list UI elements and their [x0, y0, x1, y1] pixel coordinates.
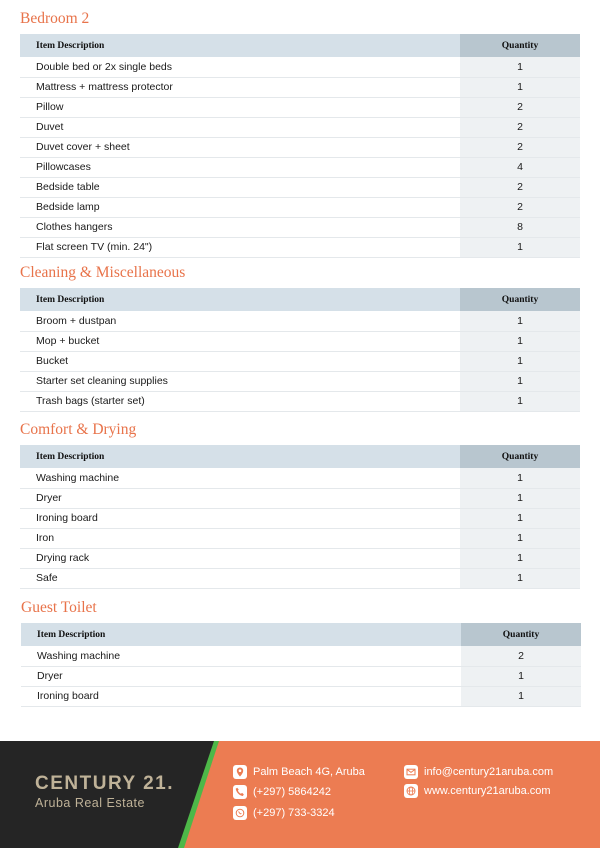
email-icon: [404, 765, 418, 779]
quantity-cell: 2: [460, 197, 580, 217]
quantity-header: Quantity: [460, 34, 580, 57]
table-row: [20, 528, 580, 548]
item-cell: Pillowcases: [20, 157, 460, 177]
table-row: [20, 237, 580, 257]
quantity-cell: 1: [460, 371, 580, 391]
quantity-cell: 2: [460, 117, 580, 137]
quantity-cell: 1: [460, 508, 580, 528]
address-contact: [233, 765, 365, 779]
brand-name: CENTURY 21.: [35, 773, 174, 794]
item-cell: Washing machine: [21, 646, 461, 666]
address-text: Palm Beach 4G, Aruba: [253, 766, 365, 778]
table-row: [20, 217, 580, 237]
table-row: [20, 197, 580, 217]
table-row: [20, 508, 580, 528]
phone-icon: [233, 785, 247, 799]
email-text[interactable]: info@century21aruba.com: [424, 766, 554, 778]
quantity-header: Quantity: [460, 445, 580, 468]
section-title: Guest Toilet: [21, 599, 97, 616]
quantity-cell: 1: [460, 237, 580, 257]
item-cell: Bedside lamp: [20, 197, 460, 217]
quantity-cell: 2: [460, 137, 580, 157]
quantity-cell: 1: [460, 548, 580, 568]
item-description-header: Item Description: [20, 288, 460, 311]
quantity-cell: 2: [461, 646, 581, 666]
quantity-cell: 4: [460, 157, 580, 177]
quantity-cell: 1: [461, 666, 581, 686]
table-row: [20, 57, 580, 77]
table-row: [20, 351, 580, 371]
item-cell: Starter set cleaning supplies: [20, 371, 460, 391]
item-cell: Dryer: [21, 666, 461, 686]
item-cell: Washing machine: [20, 468, 460, 488]
item-cell: Double bed or 2x single beds: [20, 57, 460, 77]
phone-contact[interactable]: [233, 785, 331, 799]
location-pin-icon: [233, 765, 247, 779]
item-cell: Safe: [20, 568, 460, 588]
item-cell: Bucket: [20, 351, 460, 371]
inventory-table: [20, 445, 580, 589]
quantity-cell: 1: [460, 311, 580, 331]
section-title: Comfort & Drying: [20, 421, 137, 438]
table-row: [20, 97, 580, 117]
item-cell: Ironing board: [20, 508, 460, 528]
quantity-cell: 1: [460, 351, 580, 371]
website-text[interactable]: www.century21aruba.com: [424, 785, 551, 797]
table-row: [20, 548, 580, 568]
email-contact[interactable]: [404, 765, 553, 779]
quantity-cell: 2: [460, 97, 580, 117]
section-title: Cleaning & Miscellaneous: [20, 264, 186, 281]
brand-subtitle: Aruba Real Estate: [35, 796, 145, 810]
quantity-cell: 1: [460, 391, 580, 411]
whatsapp-icon: [233, 806, 247, 820]
item-cell: Mattress + mattress protector: [20, 77, 460, 97]
whatsapp-contact[interactable]: [233, 806, 335, 820]
table-row: [20, 157, 580, 177]
section-cleaning-miscellaneous: [20, 262, 580, 412]
section-comfort-drying: [20, 419, 580, 589]
item-cell: Dryer: [20, 488, 460, 508]
item-cell: Mop + bucket: [20, 331, 460, 351]
table-row: [20, 568, 580, 588]
table-row: [20, 391, 580, 411]
item-cell: Pillow: [20, 97, 460, 117]
table-row: [20, 488, 580, 508]
inventory-table: [20, 288, 580, 412]
century21-logo: [35, 773, 174, 810]
section-guest-toilet: [21, 597, 581, 707]
phone-text[interactable]: (+297) 5864242: [253, 786, 331, 798]
item-cell: Broom + dustpan: [20, 311, 460, 331]
quantity-cell: 1: [461, 686, 581, 706]
table-header-row: [20, 288, 580, 311]
quantity-header: Quantity: [460, 288, 580, 311]
quantity-cell: 1: [460, 331, 580, 351]
section-bedroom-2: [20, 8, 580, 258]
table-row: [21, 686, 581, 706]
table-header-row: [20, 34, 580, 57]
item-cell: Ironing board: [21, 686, 461, 706]
table-row: [20, 177, 580, 197]
item-description-header: Item Description: [20, 34, 460, 57]
table-row: [20, 331, 580, 351]
quantity-cell: 8: [460, 217, 580, 237]
item-cell: Trash bags (starter set): [20, 391, 460, 411]
item-cell: Bedside table: [20, 177, 460, 197]
quantity-cell: 1: [460, 57, 580, 77]
table-row: [20, 117, 580, 137]
inventory-table: [21, 623, 581, 707]
inventory-table: [20, 34, 580, 258]
globe-icon: [404, 784, 418, 798]
item-cell: Drying rack: [20, 548, 460, 568]
website-contact[interactable]: [404, 784, 551, 798]
quantity-cell: 2: [460, 177, 580, 197]
quantity-cell: 1: [460, 77, 580, 97]
quantity-cell: 1: [460, 568, 580, 588]
item-cell: Flat screen TV (min. 24"): [20, 237, 460, 257]
item-description-header: Item Description: [20, 445, 460, 468]
whatsapp-text[interactable]: (+297) 733-3324: [253, 807, 335, 819]
table-row: [20, 77, 580, 97]
quantity-cell: 1: [460, 528, 580, 548]
item-cell: Duvet: [20, 117, 460, 137]
table-row: [20, 371, 580, 391]
table-row: [20, 137, 580, 157]
quantity-header: Quantity: [461, 623, 581, 646]
table-row: [21, 666, 581, 686]
item-description-header: Item Description: [21, 623, 461, 646]
section-title: Bedroom 2: [20, 10, 90, 27]
item-cell: Clothes hangers: [20, 217, 460, 237]
quantity-cell: 1: [460, 468, 580, 488]
table-row: [20, 468, 580, 488]
item-cell: Duvet cover + sheet: [20, 137, 460, 157]
item-cell: Iron: [20, 528, 460, 548]
footer: [0, 741, 600, 848]
table-row: [20, 311, 580, 331]
table-header-row: [21, 623, 581, 646]
table-row: [21, 646, 581, 666]
table-header-row: [20, 445, 580, 468]
quantity-cell: 1: [460, 488, 580, 508]
